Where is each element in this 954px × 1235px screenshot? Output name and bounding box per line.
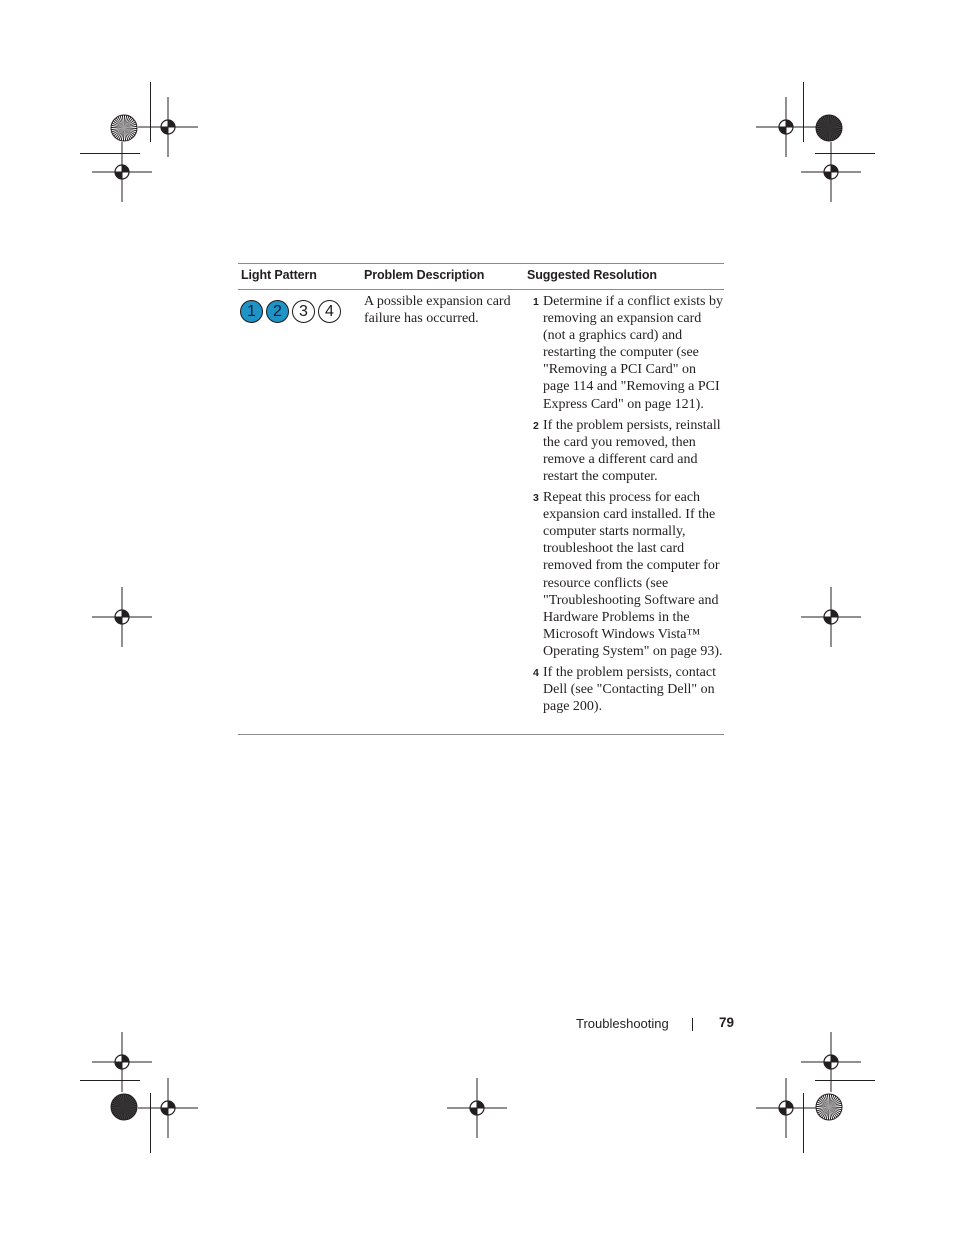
header-problem-description: Problem Description: [364, 268, 485, 282]
diagnostic-light-2-icon: 2: [266, 300, 289, 323]
registration-crosshair-icon: [92, 587, 152, 647]
table-header-row: [238, 264, 724, 289]
resolution-step: [533, 489, 724, 660]
registration-star-icon: [109, 1092, 139, 1122]
diagnostic-light-1-icon: 1: [240, 300, 263, 323]
registration-crosshair-icon: [92, 142, 152, 202]
step-text: Repeat this process for each expansion card installed. If the computer starts normally, troubleshoot the last card removed from the computer for resource conflicts (see "Troubleshooting Software and Hardware Problems in the Microsoft Windows Vista™ Operating System" on page 93).: [543, 490, 723, 659]
header-light-pattern: Light Pattern: [241, 268, 317, 282]
footer-section-title: Troubleshooting: [576, 1016, 669, 1031]
resolution-step: [533, 664, 724, 715]
registration-star-icon: [814, 113, 844, 143]
table-bottom-rule: [238, 734, 724, 735]
step-text: Determine if a conflict exists by removing an expansion card (not a graphics card) and restarting the computer (see "Removing a PCI Card" on page 114 and "Removing a PCI Express Card" on page 121).: [543, 294, 723, 412]
step-number: 2: [533, 419, 539, 432]
footer-separator: [692, 1018, 693, 1031]
resolution-step: [533, 293, 724, 413]
step-number: 3: [533, 492, 539, 505]
registration-crosshair-icon: [801, 587, 861, 647]
registration-crosshair-icon: [756, 1078, 816, 1138]
registration-crosshair-icon: [447, 1078, 507, 1138]
light-pattern: [240, 300, 341, 323]
problem-description: A possible expansion card failure has occurred.: [364, 294, 511, 326]
table-row: [238, 290, 724, 734]
registration-crosshair-icon: [801, 142, 861, 202]
header-suggested-resolution: Suggested Resolution: [527, 268, 657, 282]
diagnostic-light-3-icon: 3: [292, 300, 315, 323]
page-number: 79: [719, 1015, 735, 1030]
suggested-resolution-steps: [533, 293, 724, 719]
diagnostic-lights-table: [238, 263, 724, 735]
registration-star-icon: [814, 1092, 844, 1122]
registration-star-icon: [109, 113, 139, 143]
resolution-step: [533, 417, 724, 485]
step-text: If the problem persists, reinstall the card you removed, then remove a different card and restart the computer.: [543, 417, 721, 484]
registration-crosshair-icon: [138, 1078, 198, 1138]
step-number: 4: [533, 666, 539, 679]
step-number: 1: [533, 296, 539, 308]
diagnostic-light-4-icon: 4: [318, 300, 341, 323]
step-text: If the problem persists, contact Dell (see "Contacting Dell" on page 200).: [543, 664, 717, 715]
